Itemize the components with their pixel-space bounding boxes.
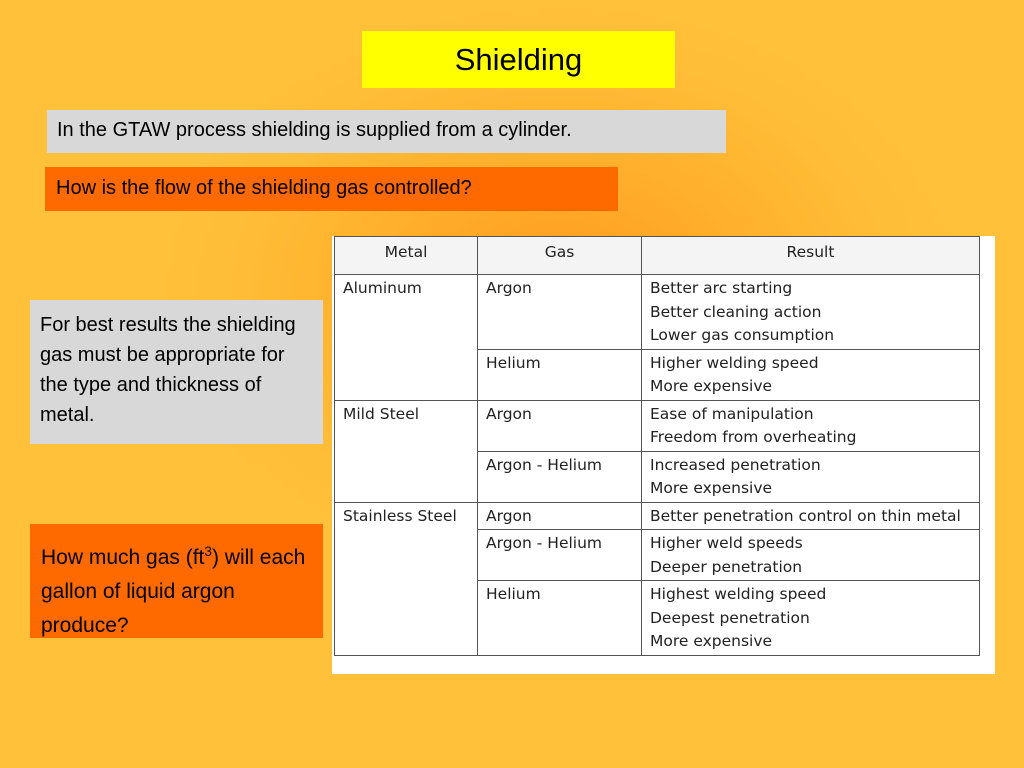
result-cell xyxy=(642,400,980,451)
result-cell xyxy=(642,451,980,502)
intro-text: In the GTAW process shielding is supplied from a cylinder. xyxy=(57,119,572,141)
result-line: Lower gas consumption xyxy=(650,326,835,344)
question-flow-control-text: How is the flow of the shielding gas controlled? xyxy=(56,177,472,199)
slide-title-text: Shielding xyxy=(454,41,583,77)
result-cell xyxy=(642,581,980,656)
superscript-three: 3 xyxy=(204,544,212,559)
result-line: Freedom from overheating xyxy=(650,428,857,446)
shielding-gas-table-image xyxy=(332,236,995,674)
table-row xyxy=(335,502,980,530)
result-cell xyxy=(642,275,980,350)
gas-cell: Argon xyxy=(478,275,642,350)
best-results-text: For best results the shielding gas must be appropriate for the type and thickness of metal. xyxy=(40,314,296,426)
gas-cell: Argon - Helium xyxy=(478,451,642,502)
result-line: Better cleaning action xyxy=(650,302,822,321)
gas-cell: Helium xyxy=(478,349,642,400)
question-flow-control-box xyxy=(45,167,618,211)
metal-cell: Mild Steel xyxy=(335,400,478,502)
metal-cell: Stainless Steel xyxy=(335,502,478,655)
result-line: More expensive xyxy=(650,632,773,650)
result-line: Higher welding speed xyxy=(650,353,819,372)
question-liquid-argon-box xyxy=(30,524,323,638)
result-line: Better arc starting xyxy=(650,279,793,297)
shielding-gas-table xyxy=(334,236,980,656)
gas-cell: Helium xyxy=(478,581,642,656)
result-line: Deeper penetration xyxy=(650,557,803,576)
result-cell xyxy=(642,502,980,530)
result-line: Higher weld speeds xyxy=(650,534,803,552)
result-line: More expensive xyxy=(650,377,773,395)
gas-cell: Argon xyxy=(478,502,642,530)
result-line: Highest welding speed xyxy=(650,585,827,603)
intro-textbox xyxy=(47,110,726,153)
result-line: Increased penetration xyxy=(650,455,821,474)
metal-cell: Aluminum xyxy=(335,275,478,401)
header-gas: Gas xyxy=(478,237,642,275)
table-body xyxy=(335,275,980,656)
result-cell xyxy=(642,349,980,400)
result-line: Ease of manipulation xyxy=(650,404,814,423)
question-liquid-argon-text: How much gas $(ft^3)$ will each gallon of liquid argon produce? xyxy=(41,544,306,637)
header-result: Result xyxy=(642,237,980,275)
best-results-textbox xyxy=(30,300,323,444)
result-cell xyxy=(642,530,980,581)
slide-title xyxy=(362,31,675,88)
result-line: Better penetration control on thin metal xyxy=(650,506,961,525)
header-metal: Metal xyxy=(335,237,478,275)
gas-cell: Argon xyxy=(478,400,642,451)
table-row xyxy=(335,400,980,451)
table-row xyxy=(335,275,980,350)
gas-cell: Argon - Helium xyxy=(478,530,642,581)
result-line: More expensive xyxy=(650,479,773,497)
result-line: Deepest penetration xyxy=(650,608,810,627)
table-header-row xyxy=(335,237,980,275)
